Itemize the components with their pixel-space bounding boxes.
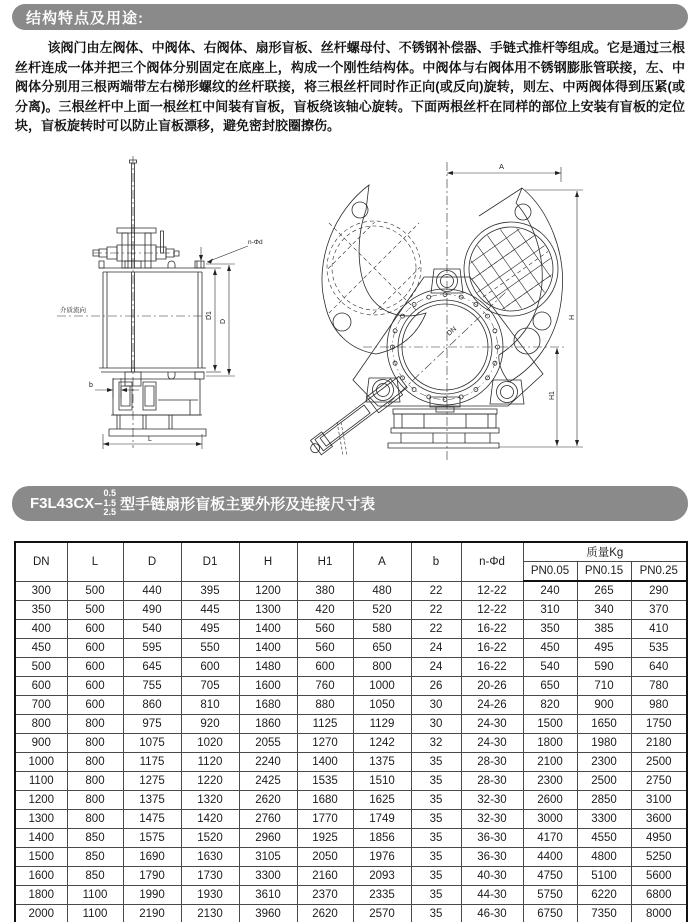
- table-cell: 600: [181, 658, 239, 677]
- table-cell: 1125: [297, 715, 353, 734]
- table-cell: 16-22: [461, 639, 523, 658]
- dimension-table: [14, 541, 688, 922]
- screw-nut-mechanism: [93, 228, 179, 268]
- table-row: [15, 829, 687, 848]
- table-cell: 6750: [523, 905, 577, 922]
- sector-plate-frame: [353, 277, 543, 406]
- table-cell: 1100: [67, 905, 123, 922]
- table-cell: 2570: [353, 905, 411, 922]
- table-cell: 810: [181, 696, 239, 715]
- table-cell: 980: [631, 696, 687, 715]
- table-row: [15, 905, 687, 922]
- table-cell: 2130: [181, 905, 239, 922]
- table-cell: 2620: [297, 905, 353, 922]
- table-cell: 22: [411, 601, 461, 620]
- table-cell: 2335: [353, 886, 411, 905]
- col-header-pn005: PN0.05: [523, 562, 577, 582]
- lower-housing: [113, 372, 200, 415]
- table-row: [15, 886, 687, 905]
- table-row: [15, 620, 687, 639]
- table-cell: 600: [67, 658, 123, 677]
- table-cell: 2600: [523, 791, 577, 810]
- table-cell: 1750: [631, 715, 687, 734]
- table-row: [15, 810, 687, 829]
- dim-h1: [549, 348, 559, 446]
- table-cell: 1270: [297, 734, 353, 753]
- col-header-nfd: n-Φd: [461, 542, 523, 581]
- table-cell: 35: [411, 753, 461, 772]
- table-row: [15, 791, 687, 810]
- table-cell: 2000: [15, 905, 67, 922]
- table-cell: 1375: [353, 753, 411, 772]
- table-row: [15, 753, 687, 772]
- pressure-rating-25: 2.5: [103, 507, 117, 518]
- side-view-svg: [55, 148, 320, 473]
- table-cell: 600: [67, 696, 123, 715]
- table-cell: 1800: [15, 886, 67, 905]
- table-cell: 36-30: [461, 829, 523, 848]
- dim-dn-label: DN: [445, 325, 459, 338]
- table-cell: 1680: [297, 791, 353, 810]
- table-cell: 1600: [239, 677, 297, 696]
- table-cell: 35: [411, 791, 461, 810]
- dim-h1-label: H1: [549, 391, 556, 400]
- bottom-flange: [99, 368, 206, 379]
- col-header-h1: H1: [297, 542, 353, 581]
- table-cell: 560: [297, 639, 353, 658]
- table-cell: 2750: [631, 772, 687, 791]
- table-cell: 1175: [123, 753, 181, 772]
- table-cell: 900: [15, 734, 67, 753]
- table-cell: 860: [123, 696, 181, 715]
- table-cell: 1129: [353, 715, 411, 734]
- table-cell: 1520: [181, 829, 239, 848]
- table-header-row-1: [15, 542, 687, 562]
- central-flange: [387, 289, 503, 412]
- table-cell: 2300: [523, 772, 577, 791]
- table-cell: 2425: [239, 772, 297, 791]
- table-cell: 46-30: [461, 905, 523, 922]
- table-cell: 1375: [123, 791, 181, 810]
- table-cell: 1575: [123, 829, 181, 848]
- table-cell: 4800: [577, 848, 631, 867]
- table-cell: 800: [353, 658, 411, 677]
- table-cell: 24-30: [461, 734, 523, 753]
- table-cell: 3105: [239, 848, 297, 867]
- table-cell: 2960: [239, 829, 297, 848]
- table-cell: 975: [123, 715, 181, 734]
- table-cell: 495: [181, 620, 239, 639]
- table-cell: 5750: [523, 886, 577, 905]
- table-row: [15, 734, 687, 753]
- table-cell: 1075: [123, 734, 181, 753]
- table-cell: 370: [631, 601, 687, 620]
- drawing-front-view: [303, 150, 698, 480]
- col-header-d1: D1: [181, 542, 239, 581]
- right-petal-outline: [499, 188, 563, 382]
- pressure-rating-stack: [104, 489, 117, 518]
- table-cell: 1730: [181, 867, 239, 886]
- table-cell: 300: [15, 581, 67, 601]
- table-cell: 650: [523, 677, 577, 696]
- table-row: [15, 581, 687, 601]
- table-cell: 560: [297, 620, 353, 639]
- table-cell: 12-22: [461, 601, 523, 620]
- table-body: [15, 581, 687, 922]
- table-cell: 1790: [123, 867, 181, 886]
- section-header-model: [12, 486, 688, 521]
- table-cell: 24: [411, 639, 461, 658]
- dim-a-label: A: [499, 162, 505, 171]
- col-header-h: H: [239, 542, 297, 581]
- table-row: [15, 867, 687, 886]
- left-lower-hole: [333, 313, 351, 331]
- table-cell: 3960: [239, 905, 297, 922]
- table-cell: 310: [523, 601, 577, 620]
- table-cell: 600: [67, 639, 123, 658]
- table-cell: 16-22: [461, 620, 523, 639]
- table-cell: 1980: [577, 734, 631, 753]
- top-flange: [99, 261, 206, 272]
- table-cell: 44-30: [461, 886, 523, 905]
- table-cell: 710: [577, 677, 631, 696]
- table-cell: 5250: [631, 848, 687, 867]
- table-cell: 540: [123, 620, 181, 639]
- table-cell: 850: [67, 848, 123, 867]
- table-cell: 35: [411, 886, 461, 905]
- table-cell: 1050: [353, 696, 411, 715]
- table-cell: 240: [523, 581, 577, 601]
- table-cell: 1120: [181, 753, 239, 772]
- table-cell: 2760: [239, 810, 297, 829]
- dim-d1: [206, 268, 221, 372]
- table-cell: 480: [353, 581, 411, 601]
- pressure-rating-15: 1.5: [103, 497, 117, 508]
- table-cell: 820: [523, 696, 577, 715]
- table-cell: 1020: [181, 734, 239, 753]
- dim-d-label: D: [220, 318, 227, 324]
- table-cell: 550: [181, 639, 239, 658]
- table-cell: 4550: [577, 829, 631, 848]
- table-cell: 580: [353, 620, 411, 639]
- table-row: [15, 848, 687, 867]
- table-cell: 540: [523, 658, 577, 677]
- bolt-spec-callout: [199, 239, 263, 264]
- table-row: [15, 696, 687, 715]
- table-cell: 1749: [353, 810, 411, 829]
- table-cell: 880: [297, 696, 353, 715]
- table-cell: 1400: [239, 639, 297, 658]
- table-cell: 1930: [181, 886, 239, 905]
- table-cell: 535: [631, 639, 687, 658]
- base-stand: [109, 415, 206, 436]
- table-cell: 1535: [297, 772, 353, 791]
- table-cell: 500: [15, 658, 67, 677]
- table-cell: 1990: [123, 886, 181, 905]
- table-cell: 420: [297, 601, 353, 620]
- dim-d1-label: D1: [206, 311, 213, 320]
- table-cell: 2850: [577, 791, 631, 810]
- table-cell: 600: [67, 620, 123, 639]
- dim-b-label: b: [89, 382, 93, 389]
- table-cell: 650: [353, 639, 411, 658]
- table-cell: 24-26: [461, 696, 523, 715]
- table-cell: 32-30: [461, 791, 523, 810]
- table-cell: 1242: [353, 734, 411, 753]
- right-lower-hole: [533, 312, 551, 330]
- table-cell: 500: [67, 601, 123, 620]
- table-cell: 1475: [123, 810, 181, 829]
- table-cell: 600: [67, 677, 123, 696]
- table-cell: 36-30: [461, 848, 523, 867]
- table-cell: 40-30: [461, 867, 523, 886]
- table-cell: 1925: [297, 829, 353, 848]
- dim-h: [499, 190, 583, 447]
- table-cell: 340: [577, 601, 631, 620]
- table-cell: 700: [15, 696, 67, 715]
- table-cell: 35: [411, 810, 461, 829]
- table-cell: 1200: [15, 791, 67, 810]
- table-cell: 12-22: [461, 581, 523, 601]
- table-cell: 520: [353, 601, 411, 620]
- table-cell: 22: [411, 620, 461, 639]
- table-cell: 1400: [297, 753, 353, 772]
- bolt-spec-label: n-Φd: [248, 239, 263, 246]
- table-cell: 6220: [577, 886, 631, 905]
- table-cell: 645: [123, 658, 181, 677]
- table-cell: 290: [631, 581, 687, 601]
- table-cell: 445: [181, 601, 239, 620]
- table-cell: 1400: [239, 620, 297, 639]
- table-cell: 32-30: [461, 810, 523, 829]
- table-cell: 800: [67, 810, 123, 829]
- table-cell: 3600: [631, 810, 687, 829]
- front-view-svg: [303, 150, 698, 480]
- table-row: [15, 601, 687, 620]
- table-cell: 920: [181, 715, 239, 734]
- table-cell: 6800: [631, 886, 687, 905]
- table-cell: 35: [411, 829, 461, 848]
- pressure-rating-05: 0.5: [103, 488, 117, 499]
- table-cell: 490: [123, 601, 181, 620]
- table-cell: 450: [523, 639, 577, 658]
- table-cell: 1100: [67, 886, 123, 905]
- table-row: [15, 772, 687, 791]
- chain-actuator: [306, 374, 409, 459]
- table-cell: 800: [67, 715, 123, 734]
- table-cell: 500: [67, 581, 123, 601]
- table-cell: 2093: [353, 867, 411, 886]
- dim-l-label: L: [148, 436, 152, 443]
- table-cell: 600: [297, 658, 353, 677]
- table-cell: 2055: [239, 734, 297, 753]
- table-row: [15, 715, 687, 734]
- table-cell: 24-30: [461, 715, 523, 734]
- dim-h-label: H: [569, 314, 576, 320]
- table-cell: 1976: [353, 848, 411, 867]
- col-header-mass-group: 质量Kg: [523, 542, 687, 562]
- table-cell: 1400: [15, 829, 67, 848]
- table-cell: 5600: [631, 867, 687, 886]
- table-row: [15, 658, 687, 677]
- table-cell: 1860: [239, 715, 297, 734]
- table-cell: 30: [411, 696, 461, 715]
- dim-a: [447, 162, 561, 182]
- table-cell: 350: [523, 620, 577, 639]
- valve-body: [103, 272, 202, 368]
- table-cell: 265: [577, 581, 631, 601]
- table-cell: 900: [577, 696, 631, 715]
- table-row: [15, 677, 687, 696]
- table-cell: 1770: [297, 810, 353, 829]
- table-cell: 2190: [123, 905, 181, 922]
- table-cell: 1690: [123, 848, 181, 867]
- table-cell: 590: [577, 658, 631, 677]
- table-cell: 22: [411, 581, 461, 601]
- table-cell: 35: [411, 772, 461, 791]
- table-cell: 850: [67, 867, 123, 886]
- table-cell: 35: [411, 867, 461, 886]
- table-cell: 2500: [577, 772, 631, 791]
- drawing-side-view: [55, 148, 320, 473]
- table-cell: 4750: [523, 867, 577, 886]
- intro-paragraph: 该阀门由左阀体、中阀体、右阀体、扇形盲板、丝杆螺母付、不锈钢补偿器、手链式推杆等组成。它是通过三根丝杆连成一体并把三个阀体分别固定在底座上，构成一个刚性结构体。中阀体与右阀体用不锈钢膨胀管联接，左、中阀体分别用三根两端带左右梯形螺纹的丝杆联接，将三根丝杆同时作正向(或反向)旋转，则左、中两阀体得到压紧(或分离)。三根丝杆中上面一根丝杠中间装有盲板，盲板绕该轴心旋转。下面两根丝杆在同样的部位上安装有盲板的定位块，盲板旋转时可以防止盲板漂移，避免密封胶圈擦伤。: [15, 40, 685, 133]
- table-cell: 1220: [181, 772, 239, 791]
- table-cell: 2370: [297, 886, 353, 905]
- col-header-b: b: [411, 542, 461, 581]
- table-cell: 1000: [353, 677, 411, 696]
- table-cell: 380: [297, 581, 353, 601]
- table-cell: 1600: [15, 867, 67, 886]
- table-cell: 1500: [15, 848, 67, 867]
- table-cell: 2620: [239, 791, 297, 810]
- table-cell: 5100: [577, 867, 631, 886]
- table-cell: 1320: [181, 791, 239, 810]
- table-cell: 440: [123, 581, 181, 601]
- table-cell: 850: [67, 829, 123, 848]
- table-cell: 1300: [15, 810, 67, 829]
- table-cell: 4170: [523, 829, 577, 848]
- table-cell: 2050: [297, 848, 353, 867]
- table-cell: 2300: [577, 753, 631, 772]
- table-cell: 4950: [631, 829, 687, 848]
- section-header-features: [12, 4, 688, 30]
- table-cell: 28-30: [461, 753, 523, 772]
- table-cell: 800: [15, 715, 67, 734]
- table-cell: 450: [15, 639, 67, 658]
- model-prefix: F3L43CX–: [30, 495, 103, 512]
- dim-b: [89, 378, 139, 398]
- col-header-dn: DN: [15, 542, 67, 581]
- left-petal-outline: [322, 185, 426, 354]
- table-cell: 3000: [523, 810, 577, 829]
- table-cell: 385: [577, 620, 631, 639]
- section-header-features-label: 结构特点及用途:: [26, 9, 144, 27]
- table-cell: 800: [67, 753, 123, 772]
- table-cell: 595: [123, 639, 181, 658]
- table-cell: 800: [67, 772, 123, 791]
- table-cell: 3300: [239, 867, 297, 886]
- table-cell: 32: [411, 734, 461, 753]
- table-cell: 1000: [15, 753, 67, 772]
- table-cell: 30: [411, 715, 461, 734]
- col-header-pn015: PN0.15: [577, 562, 631, 582]
- table-cell: 755: [123, 677, 181, 696]
- col-header-a: A: [353, 542, 411, 581]
- table-cell: 410: [631, 620, 687, 639]
- table-row: [15, 639, 687, 658]
- table-cell: 35: [411, 848, 461, 867]
- table-cell: 3610: [239, 886, 297, 905]
- col-header-pn025: PN0.25: [631, 562, 687, 582]
- table-cell: 600: [15, 677, 67, 696]
- table-cell: 705: [181, 677, 239, 696]
- table-cell: 2160: [297, 867, 353, 886]
- table-cell: 760: [297, 677, 353, 696]
- table-cell: 350: [15, 601, 67, 620]
- flow-direction-label: 介质流向: [60, 307, 86, 314]
- table-cell: 26: [411, 677, 461, 696]
- table-cell: 20-26: [461, 677, 523, 696]
- table-cell: 2100: [523, 753, 577, 772]
- table-cell: 1510: [353, 772, 411, 791]
- table-cell: 2180: [631, 734, 687, 753]
- table-cell: 1650: [577, 715, 631, 734]
- col-header-l: L: [67, 542, 123, 581]
- table-cell: 780: [631, 677, 687, 696]
- table-cell: 3300: [577, 810, 631, 829]
- table-cell: 1420: [181, 810, 239, 829]
- table-cell: 35: [411, 905, 461, 922]
- blind-plate-gridded: [449, 207, 573, 331]
- table-cell: 800: [67, 791, 123, 810]
- table-cell: 395: [181, 581, 239, 601]
- table-cell: 1500: [523, 715, 577, 734]
- table-cell: 1625: [353, 791, 411, 810]
- table-cell: 3100: [631, 791, 687, 810]
- table-cell: 24: [411, 658, 461, 677]
- table-cell: 4400: [523, 848, 577, 867]
- table-cell: 2240: [239, 753, 297, 772]
- table-cell: 640: [631, 658, 687, 677]
- table-cell: 1100: [15, 772, 67, 791]
- table-cell: 1680: [239, 696, 297, 715]
- table-cell: 1800: [523, 734, 577, 753]
- table-cell: 1275: [123, 772, 181, 791]
- table-cell: 28-30: [461, 772, 523, 791]
- table-cell: 495: [577, 639, 631, 658]
- table-cell: 8000: [631, 905, 687, 922]
- front-base-stand: [388, 409, 499, 448]
- table-cell: 2500: [631, 753, 687, 772]
- col-header-d: D: [123, 542, 181, 581]
- table-cell: 1480: [239, 658, 297, 677]
- table-cell: 400: [15, 620, 67, 639]
- table-cell: 1300: [239, 601, 297, 620]
- table-cell: 7350: [577, 905, 631, 922]
- table-cell: 1856: [353, 829, 411, 848]
- section-header-model-label: 型手链扇形盲板主要外形及连接尺寸表: [120, 496, 376, 513]
- table-cell: 1630: [181, 848, 239, 867]
- table-cell: 800: [67, 734, 123, 753]
- table-cell: 1200: [239, 581, 297, 601]
- table-cell: 16-22: [461, 658, 523, 677]
